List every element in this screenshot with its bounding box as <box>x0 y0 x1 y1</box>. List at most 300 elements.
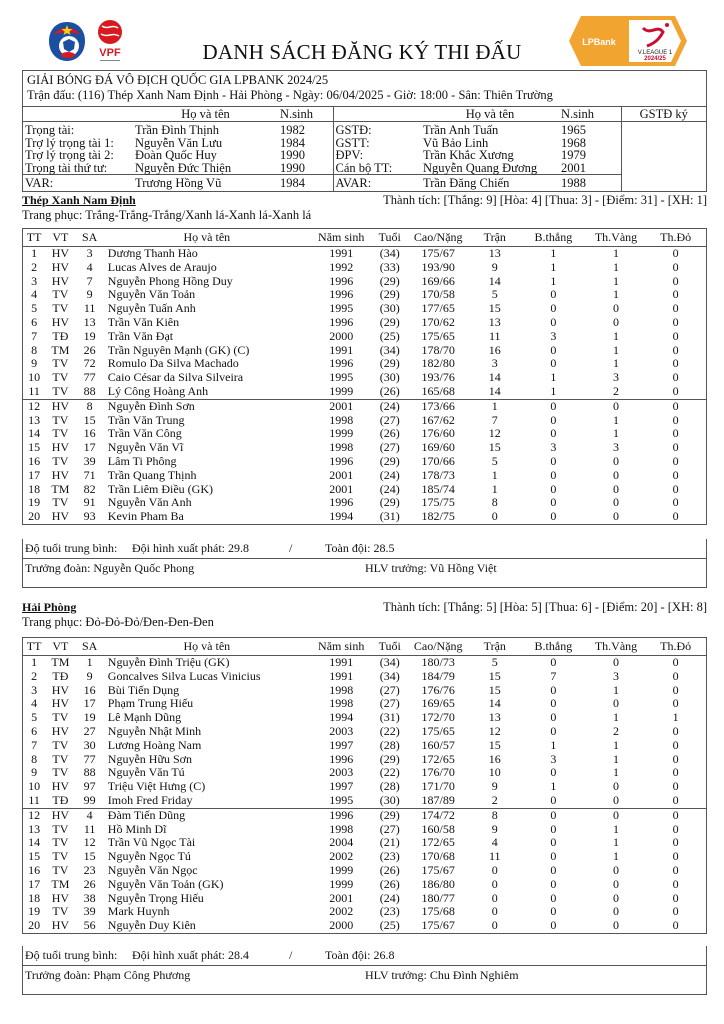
player-cell: 170/58 <box>421 287 455 302</box>
player-cell: 9 <box>491 259 498 274</box>
player-cell: 1 <box>491 467 498 482</box>
player-cell: (29) <box>379 453 400 468</box>
player-cell: (29) <box>373 808 407 822</box>
player-cell: 2 <box>613 383 620 398</box>
player-cell: 2001 <box>329 890 354 905</box>
player-cell: 0 <box>672 696 679 711</box>
column-header: TT <box>23 638 45 656</box>
player-cell: 7 <box>31 737 38 752</box>
player-cell: 15 <box>488 668 501 683</box>
player-cell: 4 <box>491 835 498 850</box>
player-cell: TV <box>52 301 69 316</box>
player-row <box>23 441 706 455</box>
player-cell: Lý Công Hoàng Anh <box>107 383 209 398</box>
player-cell: 12 <box>488 723 501 738</box>
player-cell: (24) <box>379 890 400 905</box>
player-row <box>23 836 706 850</box>
player-cell: 1 <box>613 835 620 850</box>
player-cell: 7 <box>550 668 557 683</box>
player-cell: 185/74 <box>421 481 455 496</box>
player-cell: 0 <box>613 509 620 524</box>
player-cell: 0 <box>550 876 557 891</box>
player-cell: 0 <box>520 808 587 822</box>
player-cell: 4 <box>86 259 93 274</box>
player-cell: (31) <box>379 509 400 524</box>
player-cell: Nguyễn Tuấn Anh <box>107 301 196 316</box>
player-cell: Phạm Trung Hiếu <box>107 696 194 711</box>
official-year: 1979 <box>561 148 586 162</box>
official-year: 1988 <box>561 176 586 190</box>
player-cell: 0 <box>550 467 557 482</box>
player-cell: Trần Liêm Điều (GK) <box>107 481 214 496</box>
player-cell: (30) <box>379 301 400 316</box>
player-cell: 178/73 <box>421 467 455 482</box>
player-cell: 1991 <box>329 246 354 260</box>
player-cell: 1996 <box>310 808 373 822</box>
player-cell: 2002 <box>329 849 354 864</box>
player-row <box>23 892 706 906</box>
player-cell: 16 <box>28 453 41 468</box>
player-cell: (23) <box>379 849 400 864</box>
official-role: Trọng tài: <box>25 123 75 137</box>
player-cell: (34) <box>379 655 400 669</box>
player-cell: Goncalves Silva Lucas Vinicius <box>107 668 261 683</box>
player-cell: Nguyễn Hữu Sơn <box>107 751 192 766</box>
official-name: Đoàn Quốc Huy <box>135 148 217 162</box>
team-manager: Trưởng đoàn: Phạm Công Phương <box>25 968 191 982</box>
player-cell: 0 <box>587 399 646 413</box>
player-cell: 182/80 <box>421 356 455 371</box>
player-cell: 0 <box>672 356 679 371</box>
player-cell: 1991 <box>329 342 354 357</box>
player-cell: (24) <box>379 481 400 496</box>
player-cell: HV <box>51 273 70 288</box>
player-cell: 1998 <box>329 696 354 711</box>
player-cell: 3 <box>550 328 557 343</box>
player-cell: 1998 <box>329 682 354 697</box>
column-header: TT <box>23 229 45 247</box>
player-cell: 0 <box>672 328 679 343</box>
player-cell: 0 <box>672 273 679 288</box>
player-cell: 9 <box>31 356 38 371</box>
officials-col-year: N.sinh <box>280 107 313 121</box>
player-cell: 77 <box>83 751 96 766</box>
player-cell: 0 <box>672 655 679 669</box>
column-header: B.thắng <box>520 229 587 247</box>
roster-table-away <box>22 637 707 934</box>
official-name: Nguyễn Quang Đương <box>423 160 538 175</box>
player-cell: 14 <box>488 370 501 385</box>
player-cell: 14 <box>28 426 41 441</box>
player-cell: Caio César da Silva Silveira <box>107 370 244 385</box>
player-cell: 2004 <box>329 835 354 850</box>
player-cell: 0 <box>672 862 679 877</box>
player-cell: Lê Mạnh Dũng <box>107 710 182 725</box>
player-cell: 0 <box>491 890 498 905</box>
player-cell: 15 <box>488 301 501 316</box>
player-cell: (29) <box>379 751 400 766</box>
player-cell: 97 <box>83 779 96 794</box>
team-header-home <box>22 193 707 223</box>
player-row <box>23 753 706 767</box>
official-name: Nguyễn Đức Thiện <box>135 160 232 175</box>
player-cell: (22) <box>379 723 400 738</box>
player-cell: 176/60 <box>421 426 455 441</box>
player-cell: Lương Hoàng Nam <box>107 737 202 752</box>
player-cell: 3 <box>31 682 38 697</box>
player-cell: 16 <box>488 751 501 766</box>
player-cell: 0 <box>550 904 557 919</box>
player-cell: 1 <box>613 287 620 302</box>
player-cell: 91 <box>83 495 96 510</box>
player-cell: 175/65 <box>421 723 455 738</box>
head-coach: HLV trưởng: Chu Đình Nghiêm <box>365 968 519 982</box>
player-cell: TV <box>52 751 69 766</box>
player-cell: 99 <box>83 792 96 807</box>
page-title: DANH SÁCH ĐĂNG KÝ THI ĐẤU <box>202 40 522 64</box>
player-cell: 0 <box>672 904 679 919</box>
player-cell: 3 <box>31 273 38 288</box>
player-cell: 0 <box>672 287 679 302</box>
player-cell: 1 <box>613 710 620 725</box>
player-cell: (33) <box>379 259 400 274</box>
official-role: GSTT: <box>335 135 370 150</box>
player-cell: 26 <box>83 876 96 891</box>
player-cell: TV <box>52 356 69 371</box>
player-cell: 0 <box>550 314 557 329</box>
player-cell: TV <box>52 737 69 752</box>
player-cell: 2 <box>613 723 620 738</box>
player-cell: 180/77 <box>421 890 455 905</box>
player-cell: 0 <box>645 399 706 413</box>
player-cell: Trần Nguyên Mạnh (GK) (C) <box>107 342 250 357</box>
svg-text:LPBank: LPBank <box>582 37 616 47</box>
player-row <box>23 288 706 302</box>
official-name: Trần Đăng Chiến <box>423 176 510 190</box>
player-cell: 1997 <box>329 779 354 794</box>
player-row <box>23 794 706 808</box>
player-cell: Nguyễn Nhật Minh <box>107 723 202 738</box>
team-name: Thép Xanh Nam Định <box>22 193 136 207</box>
player-cell: 20 <box>28 509 41 524</box>
player-cell: 0 <box>613 918 620 933</box>
player-cell: (22) <box>379 765 400 780</box>
player-cell: (29) <box>379 495 400 510</box>
avg-age-all: Toàn đội: 26.8 <box>325 948 395 962</box>
player-cell: 0 <box>672 246 679 260</box>
player-cell: 2000 <box>329 918 354 933</box>
player-cell: HV <box>51 314 70 329</box>
player-cell: 11 <box>489 849 501 864</box>
player-cell: 0 <box>672 453 679 468</box>
player-cell: 30 <box>83 737 96 752</box>
column-header: VT <box>45 638 75 656</box>
player-row <box>23 414 706 428</box>
avg-age-start: Đội hình xuất phát: 29.8 <box>132 541 249 555</box>
player-cell: 1 <box>613 737 620 752</box>
player-cell: 0 <box>550 835 557 850</box>
player-cell: TV <box>52 835 69 850</box>
player-cell: TV <box>52 370 69 385</box>
player-cell: 170/66 <box>421 453 455 468</box>
player-cell: 13 <box>83 314 96 329</box>
player-cell: 1996 <box>329 751 354 766</box>
player-cell: Nguyễn Văn Toản <box>107 287 196 302</box>
player-cell: 1 <box>613 328 620 343</box>
player-cell: Nguyễn Trọng Hiếu <box>107 890 204 905</box>
player-cell: 77 <box>83 370 96 385</box>
player-cell: HV <box>45 399 75 413</box>
player-row <box>23 385 706 399</box>
player-cell: Nguyễn Ngọc Tú <box>107 849 191 864</box>
player-cell: TV <box>52 453 69 468</box>
player-cell: 0 <box>672 765 679 780</box>
player-cell: 0 <box>587 808 646 822</box>
player-cell: 1 <box>550 273 557 288</box>
player-cell: Nguyễn Phong Hồng Duy <box>107 273 233 288</box>
player-cell: 186/80 <box>421 876 455 891</box>
player-cell: 0 <box>550 301 557 316</box>
official-role: GSTĐ: <box>335 123 372 137</box>
player-cell: 0 <box>672 426 679 441</box>
official-role: Trợ lý trọng tài 2: <box>25 148 114 162</box>
player-cell: 13 <box>488 710 501 725</box>
player-cell: 172/65 <box>421 835 455 850</box>
player-cell: 88 <box>83 765 96 780</box>
player-cell: 0 <box>491 876 498 891</box>
player-cell: 12 <box>83 835 96 850</box>
team-name: Hải Phòng <box>22 600 77 614</box>
official-year: 1982 <box>280 123 305 137</box>
player-row <box>23 905 706 919</box>
official-year: 1984 <box>280 135 305 150</box>
team-record: Thành tích: [Thắng: 9] [Hòa: 4] [Thua: 3] - [Điểm: 31] - [XH: 1] <box>383 193 707 207</box>
player-cell: 0 <box>672 259 679 274</box>
player-cell: 176/70 <box>421 765 455 780</box>
player-cell: 174/72 <box>407 808 470 822</box>
player-cell: 13 <box>488 314 501 329</box>
player-cell: Nguyễn Văn Toản (GK) <box>107 876 224 891</box>
player-row <box>23 483 706 497</box>
player-row <box>23 330 706 344</box>
column-header: SA <box>76 229 104 247</box>
player-cell: 1 <box>31 246 38 260</box>
player-row <box>23 919 706 933</box>
player-cell: 2 <box>491 792 498 807</box>
competition-name: GIẢI BÓNG ĐÁ VÔ ĐỊCH QUỐC GIA LPBANK 2024/25 <box>27 73 329 87</box>
player-cell: TV <box>52 412 69 427</box>
player-cell: TM <box>51 481 70 496</box>
player-cell: 0 <box>672 509 679 524</box>
player-cell: 0 <box>672 467 679 482</box>
official-role: ĐPV: <box>335 148 364 162</box>
player-cell: 0 <box>520 399 587 413</box>
avg-age-label: Độ tuổi trung bình: <box>25 948 118 962</box>
officials-col-year: N.sinh <box>561 107 594 121</box>
player-cell: HV <box>51 918 70 933</box>
player-cell: HV <box>51 723 70 738</box>
player-cell: 3 <box>550 440 557 455</box>
player-cell: TV <box>52 862 69 877</box>
player-cell: 0 <box>645 808 706 822</box>
player-cell: Trần Văn Trung <box>107 412 185 427</box>
roster-table-home <box>22 228 707 525</box>
player-cell: 0 <box>672 301 679 316</box>
player-cell: 2 <box>31 259 38 274</box>
player-cell: 0 <box>550 426 557 441</box>
player-cell: 17 <box>28 876 41 891</box>
player-cell: 1 <box>613 426 620 441</box>
column-header: Năm sinh <box>310 229 373 247</box>
player-cell: 18 <box>28 481 41 496</box>
player-cell: TĐ <box>52 668 69 683</box>
player-cell: 19 <box>83 328 96 343</box>
player-cell: 7 <box>491 412 498 427</box>
player-cell: HV <box>51 440 70 455</box>
player-cell: 18 <box>28 890 41 905</box>
player-cell: Imoh Fred Friday <box>107 792 193 807</box>
player-cell: 2003 <box>329 723 354 738</box>
player-cell: 4 <box>76 808 104 822</box>
player-row <box>23 344 706 358</box>
player-cell: (28) <box>379 779 400 794</box>
player-cell: 3 <box>550 751 557 766</box>
player-cell: 12 <box>23 399 45 413</box>
player-cell: 1994 <box>329 509 354 524</box>
player-cell: (28) <box>379 737 400 752</box>
player-cell: 19 <box>28 904 41 919</box>
player-cell: 160/58 <box>421 821 455 836</box>
player-cell: 13 <box>28 821 41 836</box>
player-cell: TĐ <box>52 792 69 807</box>
player-cell: 93 <box>83 509 96 524</box>
official-role: Cán bộ TT: <box>335 160 393 175</box>
player-cell: 1 <box>470 399 521 413</box>
player-cell: 1 <box>550 779 557 794</box>
player-cell: 15 <box>488 682 501 697</box>
player-cell: 1995 <box>329 301 354 316</box>
player-cell: 16 <box>83 682 96 697</box>
player-cell: 0 <box>613 495 620 510</box>
player-cell: 1 <box>550 370 557 385</box>
player-row <box>23 711 706 725</box>
player-cell: 0 <box>672 918 679 933</box>
player-cell: (23) <box>379 904 400 919</box>
player-cell: 1996 <box>329 273 354 288</box>
player-cell: 5 <box>31 710 38 725</box>
column-header: Năm sinh <box>310 638 373 656</box>
player-cell: 38 <box>83 890 96 905</box>
player-cell: 0 <box>613 314 620 329</box>
player-cell: 1999 <box>329 876 354 891</box>
player-row <box>23 670 706 684</box>
player-cell: 3 <box>613 440 620 455</box>
player-cell: Bùi Tiến Dụng <box>107 682 180 697</box>
player-cell: 0 <box>550 481 557 496</box>
player-cell: 2003 <box>329 765 354 780</box>
player-cell: 3 <box>491 356 498 371</box>
player-cell: 0 <box>672 682 679 697</box>
player-cell: TV <box>52 821 69 836</box>
player-cell: 0 <box>550 849 557 864</box>
player-cell: 0 <box>613 453 620 468</box>
player-cell: 0 <box>550 412 557 427</box>
player-cell: 20 <box>28 918 41 933</box>
player-cell: 187/89 <box>421 792 455 807</box>
player-cell: 2002 <box>329 904 354 919</box>
player-cell: Romulo Da Silva Machado <box>107 356 239 371</box>
player-cell: 15 <box>28 849 41 864</box>
player-cell: TV <box>52 710 69 725</box>
player-cell: 0 <box>613 467 620 482</box>
player-cell: 1997 <box>329 737 354 752</box>
player-cell: 0 <box>672 668 679 683</box>
player-cell: 17 <box>83 696 96 711</box>
official-year: 1968 <box>561 135 586 150</box>
player-cell: 13 <box>28 412 41 427</box>
player-cell: Mark Huynh <box>107 904 170 919</box>
player-cell: 1 <box>31 655 38 669</box>
player-cell: 2001 <box>329 481 354 496</box>
player-cell: 17 <box>28 467 41 482</box>
official-year: 2001 <box>561 160 586 175</box>
player-cell: 11 <box>83 301 96 316</box>
official-name: Nguyễn Văn Lưu <box>135 135 223 150</box>
player-cell: 27 <box>83 723 96 738</box>
player-row <box>23 878 706 892</box>
player-cell: 0 <box>613 904 620 919</box>
player-cell: 11 <box>83 821 96 836</box>
player-cell: 1 <box>86 655 93 669</box>
player-cell: 15 <box>28 440 41 455</box>
svg-text:V.LEAGUE 1: V.LEAGUE 1 <box>637 50 673 56</box>
player-cell: (27) <box>379 412 400 427</box>
player-cell: 0 <box>672 370 679 385</box>
player-cell: TV <box>52 287 69 302</box>
player-cell: 0 <box>672 876 679 891</box>
player-cell: Trần Quang Thịnh <box>107 467 197 482</box>
player-cell: HV <box>51 779 70 794</box>
avg-age-start: Đội hình xuất phát: 28.4 <box>132 948 249 962</box>
player-cell: Trần Vũ Ngọc Tài <box>107 835 196 850</box>
player-cell: Trần Văn Kiên <box>107 314 180 329</box>
team-record: Thành tích: [Thắng: 5] [Hòa: 5] [Thua: 6] - [Điểm: 20] - [XH: 8] <box>383 600 707 614</box>
player-cell: 169/66 <box>421 273 455 288</box>
player-cell: 0 <box>550 862 557 877</box>
official-name: Trần Anh Tuấn <box>423 123 499 137</box>
svg-text:2024/25: 2024/25 <box>644 56 666 62</box>
player-cell: Hồ Minh Dĩ <box>107 821 167 836</box>
player-row <box>23 684 706 698</box>
official-name: Vũ Bảo Linh <box>423 135 489 150</box>
player-cell: 8 <box>470 808 521 822</box>
player-cell: (34) <box>379 668 400 683</box>
player-cell: 15 <box>488 737 501 752</box>
player-cell: 1 <box>613 273 620 288</box>
player-cell: 0 <box>672 821 679 836</box>
player-cell: 173/66 <box>407 399 470 413</box>
player-cell: 0 <box>613 696 620 711</box>
player-cell: 1995 <box>329 792 354 807</box>
player-cell: 10 <box>488 765 501 780</box>
player-cell: TĐ <box>52 328 69 343</box>
player-cell: Dương Thanh Hào <box>107 246 198 260</box>
player-cell: TV <box>52 426 69 441</box>
player-cell: 0 <box>672 779 679 794</box>
player-cell: 5 <box>31 301 38 316</box>
player-cell: 15 <box>83 412 96 427</box>
officials-table <box>22 106 707 192</box>
